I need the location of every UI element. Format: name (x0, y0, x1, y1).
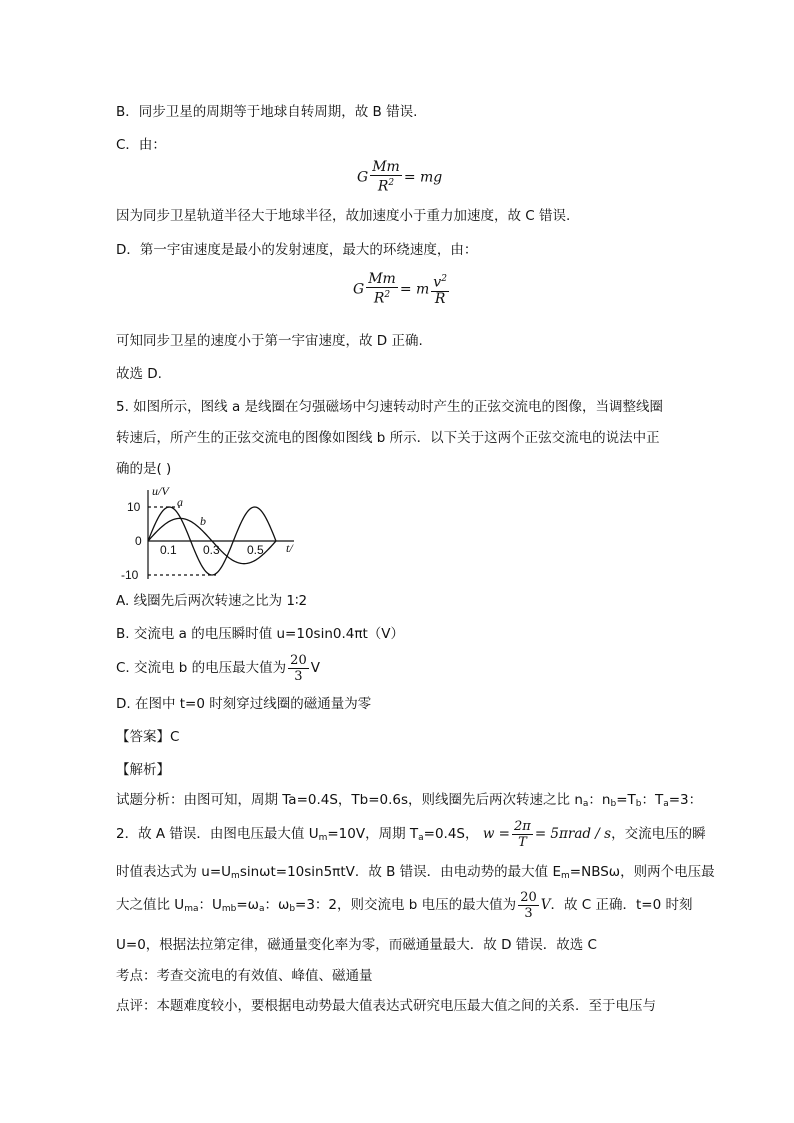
dianping: 点评：本题难度较小，要根据电动势最大值表达式研究电压最大值之间的关系．至于电压与 (116, 998, 656, 1014)
analysis-line-1: 试题分析：由图可知，周期 Ta=0.4S，Tb=0.6s，则线圈先后两次转速之比 $n_a$：$n_b=T_b$：$T_a=3$： (116, 792, 703, 809)
x-axis-label: t/ (286, 541, 293, 555)
option-c-intro: C．由： (116, 137, 166, 153)
kaodian: 考点：考查交流电的有效值、峰值、磁通量 (116, 968, 373, 984)
selection-d: 故选 D. (116, 366, 162, 382)
y-tick-bottom: -10 (121, 568, 139, 582)
option-d-explanation: 可知同步卫星的速度小于第一宇宙速度，故 D 正确. (116, 333, 423, 349)
option-c-explanation: 因为同步卫星轨道半径大于地球半径，故加速度小于重力加速度，故 C 错误. (116, 208, 571, 224)
analysis-line-2: 2．故 A 错误．由图电压最大值 $U_m=10V$，周期 $T_a=0.4S$， w = $\frac{2\pi}{T}$ = 5πrad / s，交流电压的瞬 (116, 818, 706, 850)
x-tick-0-1: 0.1 (160, 543, 177, 557)
question-5-line-2: 转速后，所产生的正弦交流电的图像如图线 b 所示．以下关于这两个正弦交流电的说法中正 (116, 430, 660, 446)
series-b-label: b (200, 514, 206, 528)
analysis-title: 【解析】 (116, 762, 170, 778)
ac-voltage-chart (116, 484, 306, 584)
x-tick-0-5: 0.5 (247, 543, 264, 557)
answer: 【答案】C (116, 729, 180, 745)
option-a: A. 线圈先后两次转速之比为 1∶2 (116, 593, 308, 609)
analysis-line-5: U=0，根据法拉第定律，磁通量变化率为零，而磁通量最大．故 D 错误．故选 C (116, 937, 597, 953)
option-d: D. 在图中 t=0 时刻穿过线圈的磁通量为零 (116, 696, 372, 712)
analysis-line-4: 大之值比 $U_{ma}$：$U_{mb}=\omega_a$：$\omega_b=3$：2，则交流电 b 电压的最大值为 $\frac{20}{3}$ V．故 C 正确．t=0 时刻 (116, 889, 693, 921)
option-b: B. 交流电 a 的电压瞬时值 u=10sin0.4πt（V） (116, 626, 405, 642)
x-tick-0-3: 0.3 (203, 543, 220, 557)
question-5-line-1: 5. 如图所示，图线 a 是线圈在匀强磁场中匀速转动时产生的正弦交流电的图像，当调整线圈 (116, 399, 664, 415)
series-a-label: a (177, 495, 183, 509)
option-d-intro: D．第一宇宙速度是最小的发射速度，最大的环绕速度，由： (116, 242, 478, 258)
y-tick-zero: 0 (135, 534, 142, 548)
analysis-line-3: 时值表达式为 $u=U_m\sin\omega t=10\sin 5\pi tV$．故 B 错误．由电动势的最大值 $E_m=NBS\omega$，则两个电压最 (116, 864, 715, 881)
equation-gravity-velocity: G $\frac{Mm}{R^2}$ = m $\frac{v^2}{R}$ (353, 271, 447, 307)
y-axis-label: u/V (152, 484, 169, 498)
option-b-explanation: B．同步卫星的周期等于地球自转周期，故 B 错误. (116, 104, 418, 120)
y-tick-top: 10 (127, 500, 141, 514)
equation-gravity-mg: G $\frac{Mm}{R^2}$ = mg (357, 159, 443, 195)
question-5-line-3: 确的是( ) (116, 461, 172, 477)
option-c: C. 交流电 b 的电压最大值为 $\frac{20}{3}$ V (116, 652, 320, 684)
